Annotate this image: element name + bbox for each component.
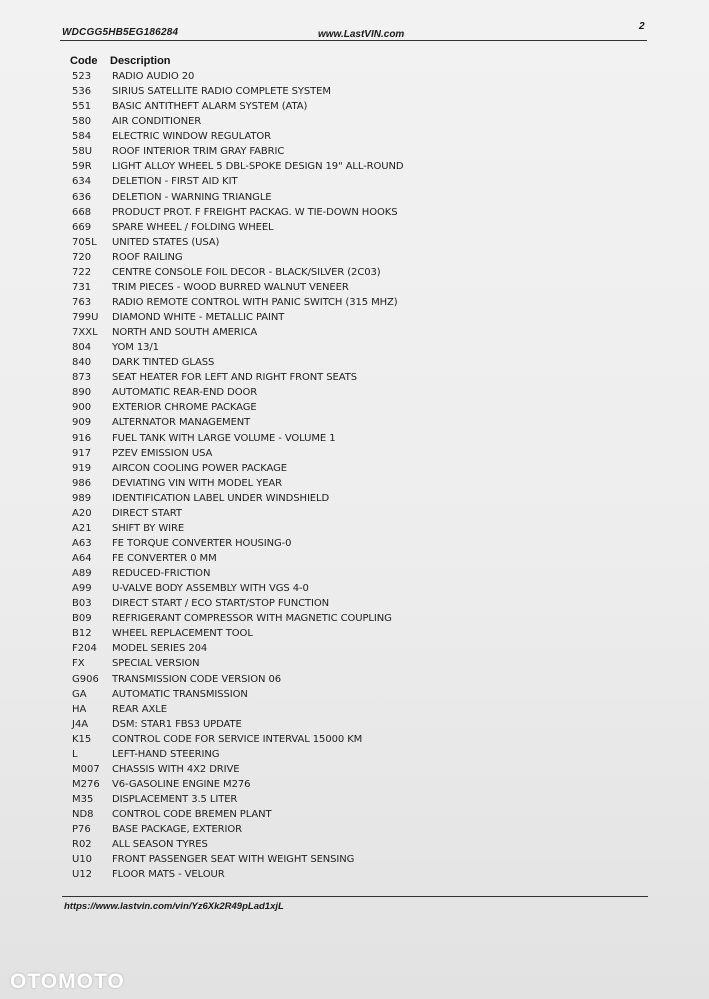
table-row (0, 536, 709, 551)
option-description: SPARE WHEEL / FOLDING WHEEL (112, 221, 274, 233)
option-description: BASIC ANTITHEFT ALARM SYSTEM (ATA) (112, 101, 308, 113)
option-code: 720 (72, 251, 92, 263)
table-row (0, 476, 709, 491)
option-description: DIAMOND WHITE - METALLIC PAINT (112, 312, 285, 323)
option-code: 890 (72, 387, 92, 399)
option-description: SHIFT BY WIRE (112, 522, 185, 534)
option-code: 900 (72, 402, 92, 414)
option-description: FE TORQUE CONVERTER HOUSING-0 (112, 537, 292, 549)
option-code: 59R (72, 161, 92, 173)
option-code: 705L (72, 236, 97, 248)
option-description: PZEV EMISSION USA (112, 447, 213, 459)
option-code: 523 (72, 71, 92, 82)
option-code: G906 (72, 673, 99, 685)
option-description: ALL SEASON TYRES (112, 839, 208, 851)
header-divider (60, 40, 647, 41)
option-code: M276 (72, 778, 100, 790)
option-description: FE CONVERTER 0 MM (112, 553, 217, 564)
option-code: 799U (72, 312, 99, 323)
watermark-logo: OTOMOTO (10, 970, 125, 993)
option-description: MODEL SERIES 204 (112, 643, 208, 655)
table-row (0, 732, 709, 747)
option-code: B09 (72, 613, 92, 625)
option-code: A63 (72, 537, 92, 549)
table-row (0, 702, 709, 717)
option-description: CENTRE CONSOLE FOIL DECOR - BLACK/SILVER (2C03) (112, 266, 381, 278)
option-code: U10 (72, 854, 93, 866)
option-code: 840 (72, 357, 92, 369)
option-description: FRONT PASSENGER SEAT WITH WEIGHT SENSING (112, 854, 355, 866)
option-code: GA (72, 688, 87, 700)
option-code: 584 (72, 131, 92, 143)
table-row (0, 747, 709, 762)
option-description: IDENTIFICATION LABEL UNDER WINDSHIELD (112, 492, 330, 504)
option-description: AIR CONDITIONER (112, 116, 202, 128)
table-row (0, 566, 709, 581)
table-row (0, 792, 709, 807)
option-description: UNITED STATES (USA) (112, 236, 220, 248)
table-row (0, 672, 709, 687)
table-row (0, 400, 709, 415)
option-code: J4A (72, 718, 89, 730)
option-code: 916 (72, 432, 92, 444)
option-description: TRANSMISSION CODE VERSION 06 (112, 673, 281, 685)
option-code: 7XXL (72, 327, 98, 339)
option-code: 909 (72, 417, 92, 429)
option-code: 919 (72, 462, 92, 474)
option-description: NORTH AND SOUTH AMERICA (112, 327, 258, 339)
table-row (0, 656, 709, 671)
option-code: 669 (72, 221, 92, 233)
option-description: DIRECT START / ECO START/STOP FUNCTION (112, 598, 330, 610)
option-code-list (0, 69, 709, 882)
option-description: FLOOR MATS - VELOUR (112, 869, 225, 881)
table-row (0, 174, 709, 189)
table-row (0, 581, 709, 596)
option-description: PRODUCT PROT. F FREIGHT PACKAG. W TIE-DOWN HOOKS (112, 206, 398, 218)
option-code: 536 (72, 86, 92, 98)
option-description: EXTERIOR CHROME PACKAGE (112, 402, 257, 414)
option-code: M35 (72, 794, 94, 805)
option-code: U12 (72, 869, 93, 881)
option-code: ND8 (72, 809, 94, 821)
table-row (0, 551, 709, 566)
table-row (0, 491, 709, 506)
table-row (0, 190, 709, 205)
option-code: A64 (72, 553, 92, 564)
option-code: 634 (72, 176, 92, 188)
option-code: 636 (72, 191, 92, 203)
table-row (0, 235, 709, 250)
table-row (0, 99, 709, 114)
table-row (0, 687, 709, 702)
table-row (0, 446, 709, 461)
table-row (0, 822, 709, 837)
option-code: B03 (72, 598, 92, 610)
table-row (0, 506, 709, 521)
option-description: V6-GASOLINE ENGINE M276 (112, 778, 251, 790)
option-code: 731 (72, 281, 92, 293)
table-row (0, 626, 709, 641)
table-row (0, 837, 709, 852)
option-description: ROOF INTERIOR TRIM GRAY FABRIC (112, 146, 285, 158)
page-number: 2 (639, 21, 645, 32)
table-row (0, 84, 709, 99)
option-description: BASE PACKAGE, EXTERIOR (112, 824, 242, 836)
option-code: R02 (72, 839, 92, 851)
table-row (0, 205, 709, 220)
option-code: M007 (72, 763, 100, 775)
option-description: DELETION - FIRST AID KIT (112, 176, 238, 188)
footer-divider (62, 896, 648, 897)
option-description: FUEL TANK WITH LARGE VOLUME - VOLUME 1 (112, 432, 336, 444)
table-row (0, 611, 709, 626)
option-code: P76 (72, 824, 91, 836)
table-row (0, 431, 709, 446)
table-row (0, 777, 709, 792)
option-description: DELETION - WARNING TRIANGLE (112, 191, 272, 203)
option-code: K15 (72, 733, 92, 745)
option-code: F204 (72, 643, 97, 655)
option-code: 917 (72, 447, 92, 459)
option-description: DSM: STAR1 FBS3 UPDATE (112, 718, 242, 730)
table-row (0, 415, 709, 430)
option-description: SIRIUS SATELLITE RADIO COMPLETE SYSTEM (112, 86, 331, 98)
option-description: SPECIAL VERSION (112, 658, 200, 670)
column-header-description: Description (110, 55, 171, 67)
option-description: AIRCON COOLING POWER PACKAGE (112, 462, 287, 474)
option-code: 804 (72, 342, 92, 354)
column-header-code: Code (70, 55, 98, 67)
option-code: HA (72, 703, 87, 715)
table-row (0, 280, 709, 295)
option-description: LEFT-HAND STEERING (112, 748, 220, 760)
option-code: 58U (72, 146, 93, 158)
option-description: DARK TINTED GLASS (112, 357, 215, 369)
option-description: AUTOMATIC REAR-END DOOR (112, 387, 258, 399)
table-row (0, 461, 709, 476)
option-code: 763 (72, 296, 92, 308)
option-description: U-VALVE BODY ASSEMBLY WITH VGS 4-0 (112, 583, 309, 595)
option-code: 580 (72, 116, 92, 128)
option-description: ALTERNATOR MANAGEMENT (112, 417, 251, 429)
option-description: CHASSIS WITH 4X2 DRIVE (112, 763, 240, 775)
option-description: ELECTRIC WINDOW REGULATOR (112, 131, 271, 143)
option-description: LIGHT ALLOY WHEEL 5 DBL-SPOKE DESIGN 19" ALL-ROUND (112, 161, 404, 173)
option-code: A21 (72, 522, 92, 534)
table-row (0, 370, 709, 385)
option-description: REDUCED-FRICTION (112, 568, 211, 580)
table-row (0, 852, 709, 867)
table-row (0, 144, 709, 159)
table-row (0, 310, 709, 325)
option-description: REAR AXLE (112, 703, 167, 715)
option-description: REFRIGERANT COMPRESSOR WITH MAGNETIC COUPLING (112, 613, 392, 625)
option-description: DIRECT START (112, 507, 182, 519)
table-row (0, 807, 709, 822)
option-code: 986 (72, 477, 92, 489)
option-code: FX (72, 658, 85, 670)
option-code: 989 (72, 492, 92, 504)
option-code: B12 (72, 628, 92, 640)
table-row (0, 717, 709, 732)
option-description: CONTROL CODE BREMEN PLANT (112, 809, 272, 821)
table-row (0, 596, 709, 611)
option-code: A20 (72, 507, 92, 519)
option-code: L (72, 748, 78, 760)
table-row (0, 265, 709, 280)
option-description: RADIO AUDIO 20 (112, 71, 195, 82)
table-row (0, 325, 709, 340)
option-description: YOM 13/1 (112, 342, 159, 354)
table-row (0, 159, 709, 174)
table-row (0, 867, 709, 882)
table-row (0, 69, 709, 84)
table-row (0, 250, 709, 265)
option-description: RADIO REMOTE CONTROL WITH PANIC SWITCH (315 MHZ) (112, 296, 398, 308)
table-row (0, 129, 709, 144)
table-row (0, 762, 709, 777)
table-row (0, 220, 709, 235)
table-row (0, 641, 709, 656)
table-row (0, 114, 709, 129)
option-description: DISPLACEMENT 3.5 LITER (112, 794, 238, 805)
option-code: A89 (72, 568, 92, 580)
option-code: 668 (72, 206, 92, 218)
header-site: www.LastVIN.com (318, 29, 405, 40)
header-vin: WDCGG5HB5EG186284 (62, 27, 179, 38)
option-description: DEVIATING VIN WITH MODEL YEAR (112, 477, 283, 489)
option-description: TRIM PIECES - WOOD BURRED WALNUT VENEER (112, 281, 349, 293)
option-code: 551 (72, 101, 92, 113)
table-row (0, 295, 709, 310)
option-description: CONTROL CODE FOR SERVICE INTERVAL 15000 KM (112, 733, 363, 745)
table-row (0, 521, 709, 536)
table-row (0, 340, 709, 355)
option-description: ROOF RAILING (112, 251, 183, 263)
option-code: A99 (72, 583, 92, 595)
option-code: 722 (72, 266, 92, 278)
option-description: AUTOMATIC TRANSMISSION (112, 688, 248, 700)
table-row (0, 355, 709, 370)
option-code: 873 (72, 372, 92, 384)
table-row (0, 385, 709, 400)
option-description: WHEEL REPLACEMENT TOOL (112, 628, 253, 640)
option-description: SEAT HEATER FOR LEFT AND RIGHT FRONT SEATS (112, 372, 357, 384)
footer-url: https://www.lastvin.com/vin/Yz6Xk2R49pLad1xjL (64, 901, 284, 912)
